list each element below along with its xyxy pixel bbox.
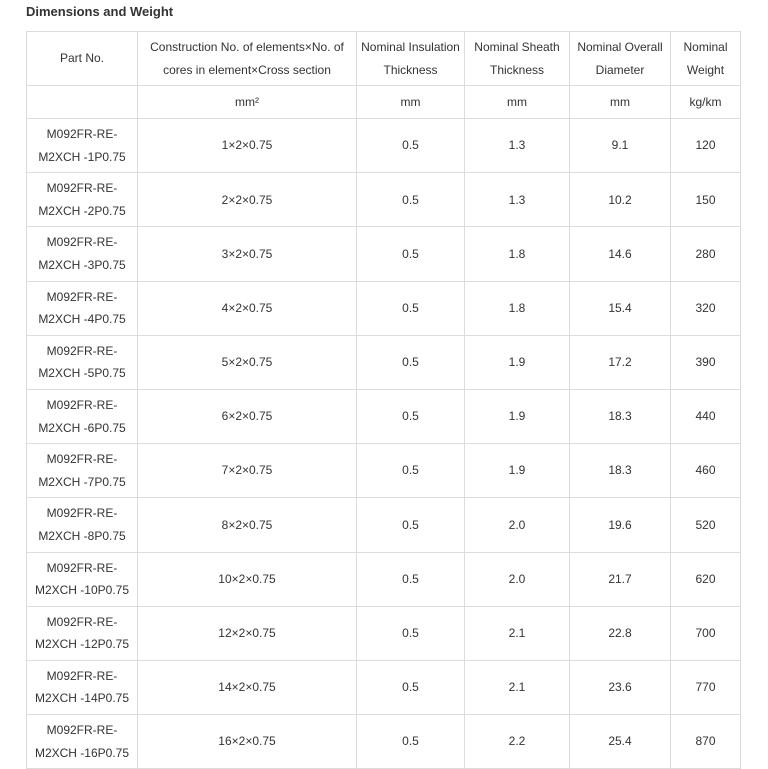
table-row xyxy=(27,444,741,498)
cell-construction: 6×2×0.75 xyxy=(138,389,357,443)
cell-part-no: M092FR-RE-M2XCH -1P0.75 xyxy=(27,119,138,173)
cell-sheath-thickness: 1.3 xyxy=(465,119,570,173)
cell-weight: 620 xyxy=(671,552,741,606)
cell-insulation-thickness: 0.5 xyxy=(357,498,465,552)
cell-sheath-thickness: 2.0 xyxy=(465,552,570,606)
units-row xyxy=(27,86,741,119)
cell-insulation-thickness: 0.5 xyxy=(357,281,465,335)
table-row xyxy=(27,173,741,227)
cell-overall-diameter: 18.3 xyxy=(570,444,671,498)
cell-overall-diameter: 17.2 xyxy=(570,335,671,389)
cell-construction: 1×2×0.75 xyxy=(138,119,357,173)
cell-part-no: M092FR-RE-M2XCH -16P0.75 xyxy=(27,715,138,769)
cell-part-no: M092FR-RE-M2XCH -8P0.75 xyxy=(27,498,138,552)
cell-part-no: M092FR-RE-M2XCH -5P0.75 xyxy=(27,335,138,389)
cell-weight: 320 xyxy=(671,281,741,335)
cell-weight: 520 xyxy=(671,498,741,552)
cell-sheath-thickness: 1.8 xyxy=(465,227,570,281)
cell-part-no: M092FR-RE-M2XCH -4P0.75 xyxy=(27,281,138,335)
cell-weight: 280 xyxy=(671,227,741,281)
cell-construction: 16×2×0.75 xyxy=(138,715,357,769)
cell-weight: 700 xyxy=(671,606,741,660)
cell-construction: 5×2×0.75 xyxy=(138,335,357,389)
table-row xyxy=(27,660,741,714)
cell-sheath-thickness: 1.9 xyxy=(465,389,570,443)
cell-insulation-thickness: 0.5 xyxy=(357,552,465,606)
cell-weight: 440 xyxy=(671,389,741,443)
cell-insulation-thickness: 0.5 xyxy=(357,660,465,714)
cell-construction: 8×2×0.75 xyxy=(138,498,357,552)
cell-construction: 7×2×0.75 xyxy=(138,444,357,498)
cell-overall-diameter: 21.7 xyxy=(570,552,671,606)
cell-sheath-thickness: 1.3 xyxy=(465,173,570,227)
unit-construction: mm² xyxy=(138,86,357,119)
cell-insulation-thickness: 0.5 xyxy=(357,389,465,443)
cell-part-no: M092FR-RE-M2XCH -3P0.75 xyxy=(27,227,138,281)
cell-insulation-thickness: 0.5 xyxy=(357,444,465,498)
unit-insulation-thickness: mm xyxy=(357,86,465,119)
table-row xyxy=(27,606,741,660)
cell-part-no: M092FR-RE-M2XCH -10P0.75 xyxy=(27,552,138,606)
unit-overall-diameter: mm xyxy=(570,86,671,119)
table-body xyxy=(27,119,741,769)
header-sheath-thickness: Nominal Sheath Thickness xyxy=(465,32,570,86)
cell-weight: 870 xyxy=(671,715,741,769)
table-row xyxy=(27,389,741,443)
cell-sheath-thickness: 1.9 xyxy=(465,444,570,498)
cell-sheath-thickness: 2.1 xyxy=(465,660,570,714)
table-row xyxy=(27,119,741,173)
header-overall-diameter: Nominal Overall Diameter xyxy=(570,32,671,86)
table-row xyxy=(27,281,741,335)
cell-sheath-thickness: 2.0 xyxy=(465,498,570,552)
cell-insulation-thickness: 0.5 xyxy=(357,606,465,660)
cell-insulation-thickness: 0.5 xyxy=(357,227,465,281)
cell-construction: 10×2×0.75 xyxy=(138,552,357,606)
cell-overall-diameter: 9.1 xyxy=(570,119,671,173)
cell-construction: 4×2×0.75 xyxy=(138,281,357,335)
header-insulation-thickness: Nominal Insulation Thickness xyxy=(357,32,465,86)
table-row xyxy=(27,715,741,769)
unit-sheath-thickness: mm xyxy=(465,86,570,119)
dimensions-table xyxy=(26,31,741,769)
cell-overall-diameter: 14.6 xyxy=(570,227,671,281)
table-row xyxy=(27,227,741,281)
section-title: Dimensions and Weight xyxy=(26,4,174,19)
cell-overall-diameter: 25.4 xyxy=(570,715,671,769)
table-row xyxy=(27,335,741,389)
cell-overall-diameter: 18.3 xyxy=(570,389,671,443)
cell-insulation-thickness: 0.5 xyxy=(357,715,465,769)
cell-part-no: M092FR-RE-M2XCH -2P0.75 xyxy=(27,173,138,227)
cell-weight: 120 xyxy=(671,119,741,173)
header-weight: Nominal Weight xyxy=(671,32,741,86)
cell-part-no: M092FR-RE-M2XCH -14P0.75 xyxy=(27,660,138,714)
header-construction: Construction No. of elements×No. of cores in element×Cross section xyxy=(138,32,357,86)
cell-sheath-thickness: 2.2 xyxy=(465,715,570,769)
cell-insulation-thickness: 0.5 xyxy=(357,119,465,173)
cell-weight: 150 xyxy=(671,173,741,227)
header-part-no: Part No. xyxy=(27,32,138,86)
table-row xyxy=(27,498,741,552)
cell-sheath-thickness: 1.9 xyxy=(465,335,570,389)
cell-overall-diameter: 15.4 xyxy=(570,281,671,335)
cell-overall-diameter: 22.8 xyxy=(570,606,671,660)
cell-part-no: M092FR-RE-M2XCH -6P0.75 xyxy=(27,389,138,443)
cell-weight: 770 xyxy=(671,660,741,714)
cell-weight: 390 xyxy=(671,335,741,389)
cell-part-no: M092FR-RE-M2XCH -12P0.75 xyxy=(27,606,138,660)
cell-construction: 3×2×0.75 xyxy=(138,227,357,281)
header-row xyxy=(27,32,741,86)
unit-weight: kg/km xyxy=(671,86,741,119)
cell-weight: 460 xyxy=(671,444,741,498)
cell-sheath-thickness: 1.8 xyxy=(465,281,570,335)
cell-construction: 12×2×0.75 xyxy=(138,606,357,660)
cell-overall-diameter: 23.6 xyxy=(570,660,671,714)
cell-insulation-thickness: 0.5 xyxy=(357,173,465,227)
table-row xyxy=(27,552,741,606)
cell-construction: 2×2×0.75 xyxy=(138,173,357,227)
cell-overall-diameter: 10.2 xyxy=(570,173,671,227)
unit-part-no xyxy=(27,86,138,119)
cell-insulation-thickness: 0.5 xyxy=(357,335,465,389)
cell-part-no: M092FR-RE-M2XCH -7P0.75 xyxy=(27,444,138,498)
cell-construction: 14×2×0.75 xyxy=(138,660,357,714)
cell-sheath-thickness: 2.1 xyxy=(465,606,570,660)
cell-overall-diameter: 19.6 xyxy=(570,498,671,552)
